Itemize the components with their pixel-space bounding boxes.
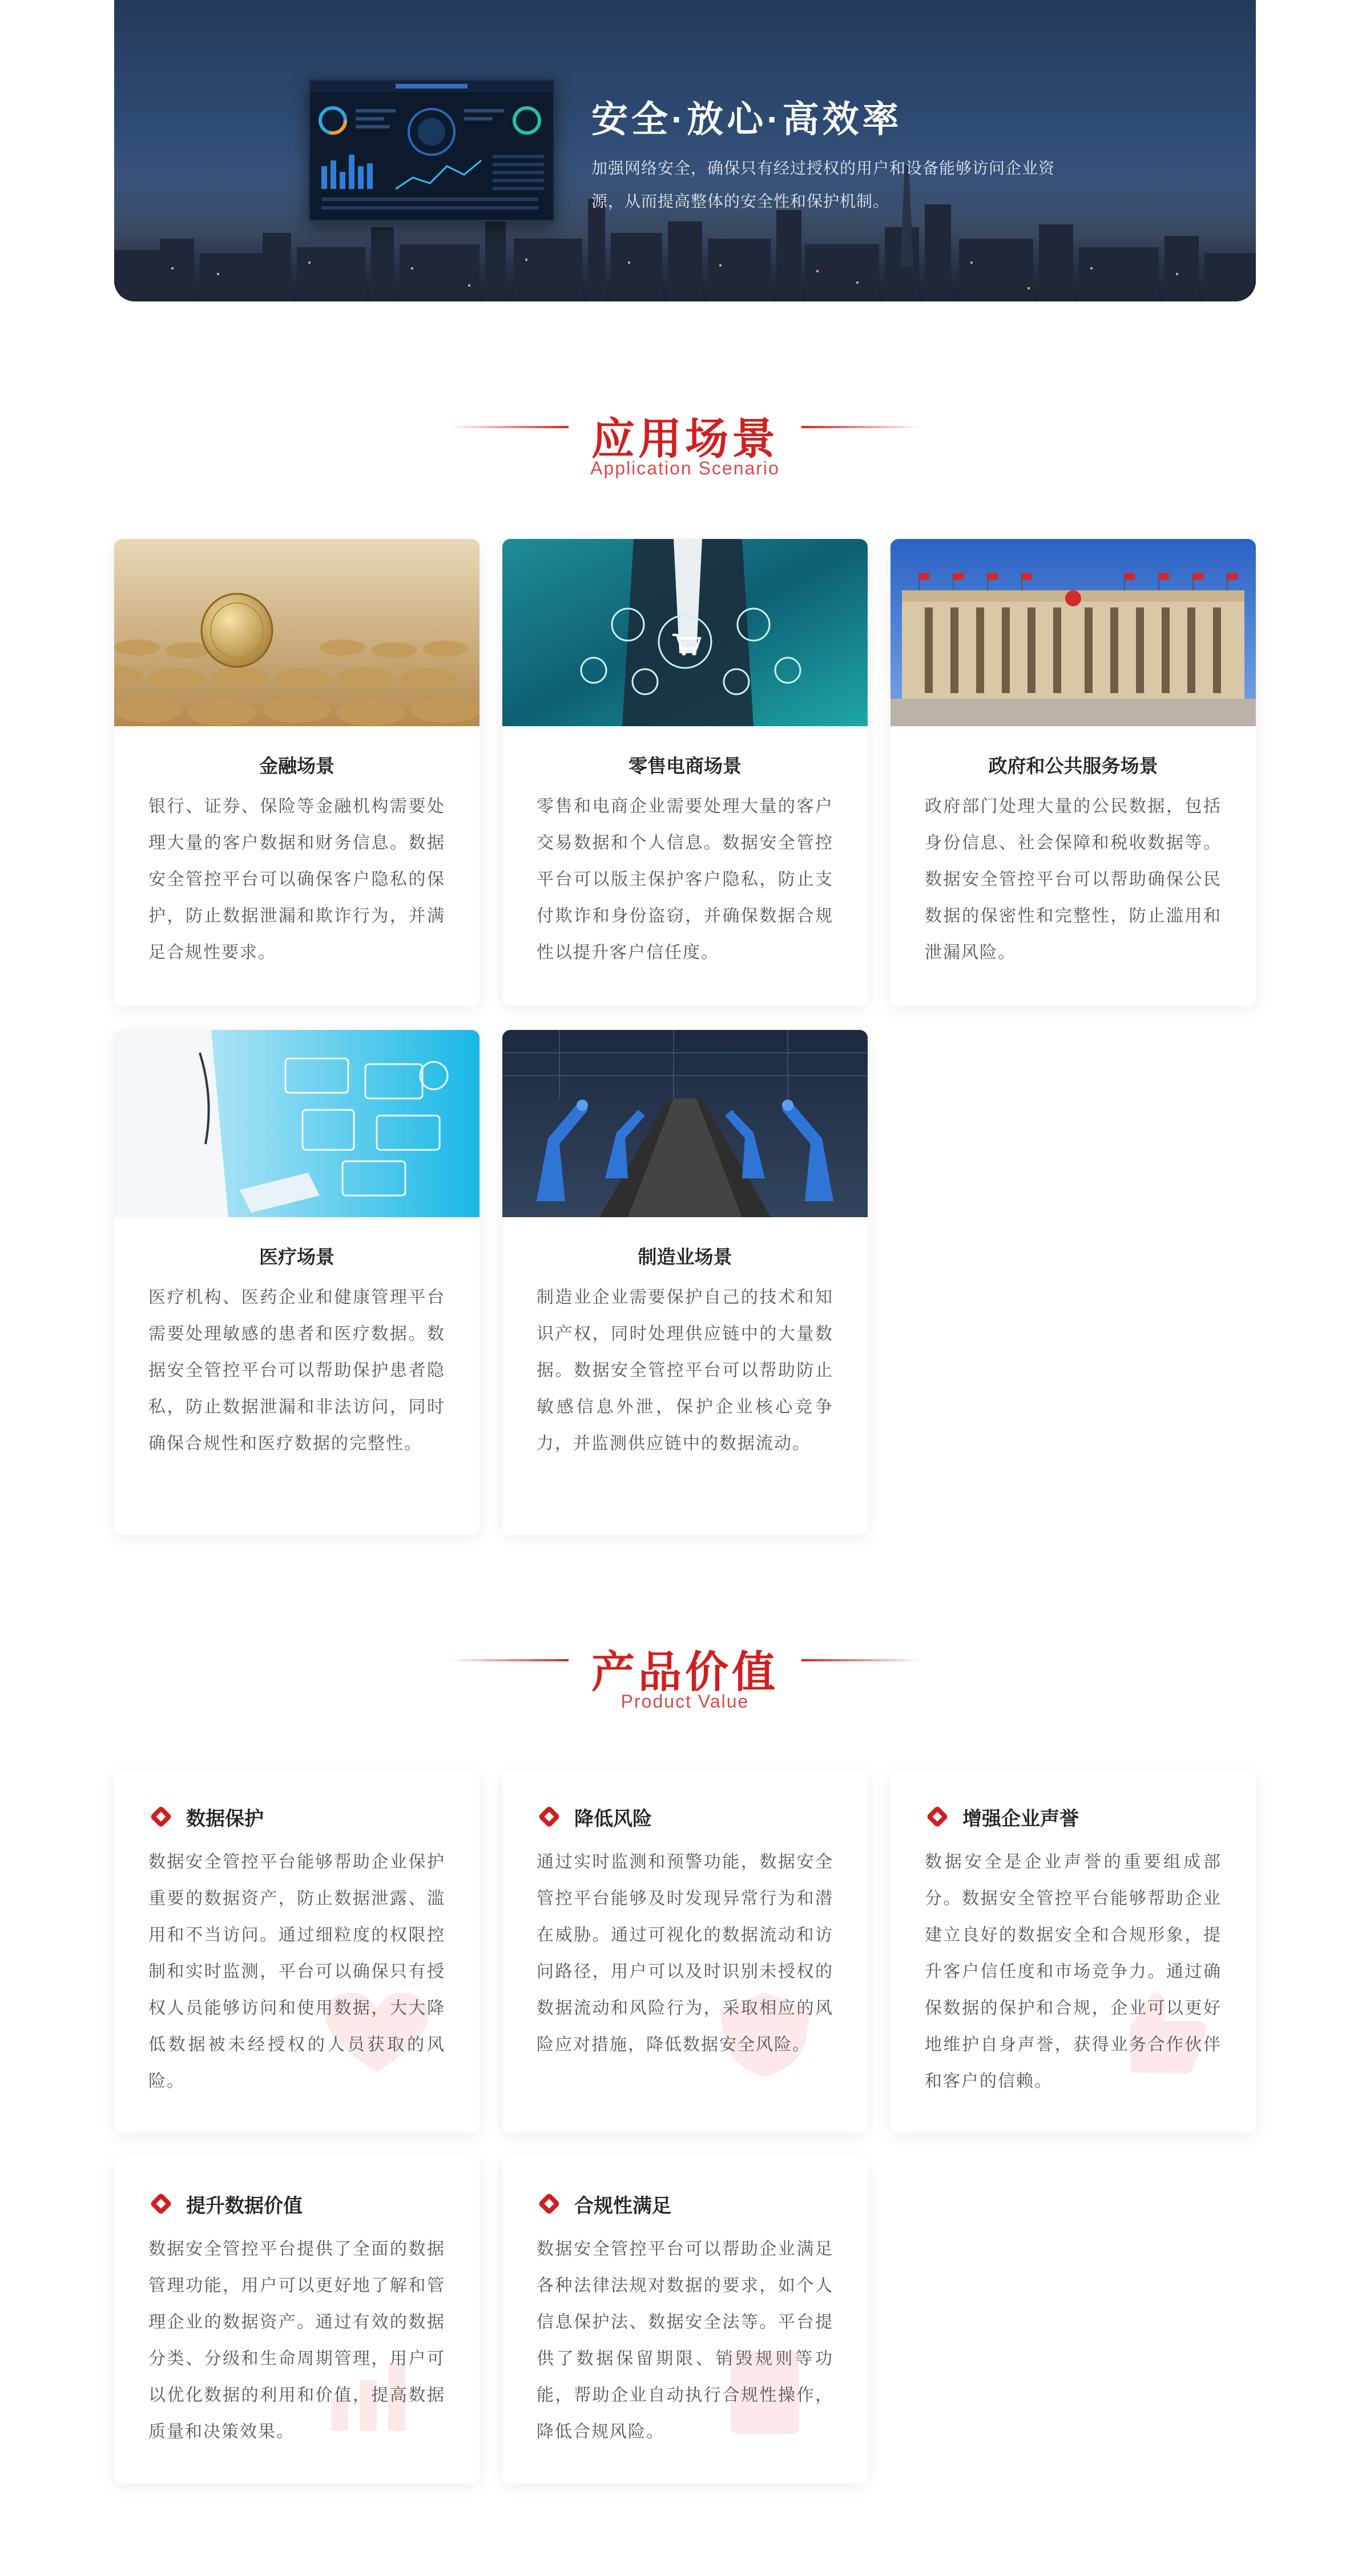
value-card-text: 数据安全管控平台能够帮助企业保护重要的数据资产，防止数据泄露、滥用和不当访问。通过细粒度的权限控制和实时监测，平台可以确保只有授权人员能够访问和使用数据，大大降低数据被未经授权的人员获取的风险。 bbox=[148, 1853, 445, 2091]
value-card-text: 通过实时监测和预警功能，数据安全管控平台能够及时发现异常行为和潜在威胁。通过可视化的数据流动和访问路径，用户可以及时识别未授权的数据流动和风险行为，采取相应的风险应对措施，降低数据安全风险。 bbox=[537, 1853, 833, 2054]
scenario-card-text: 银行、证券、保险等金融机构需要处理大量的客户数据和财务信息。数据安全管控平台可以确保客户隐私的保护，防止数据泄漏和欺诈行为，并满足合规性要求。 bbox=[148, 797, 445, 962]
value-card-text: 数据安全是企业声誉的重要组成部分。数据安全管控平台能够帮助企业建立良好的数据安全和合规形象，提升客户信任度和市场竞争力。通过确保数据的保护和合规，企业可以更好地维护自身声誉，获得业务合作伙伴和客户的信赖。 bbox=[925, 1853, 1222, 2091]
value-section-heading bbox=[0, 1626, 1370, 1717]
scenario-card-title: 金融场景 bbox=[259, 755, 335, 776]
value-section-title: 产品价值 bbox=[591, 1648, 779, 1697]
scenario-section-subtitle: Application Scenario bbox=[590, 458, 780, 478]
scenario-card-text: 制造业企业需要保护自己的技术和知识产权，同时处理供应链中的大量数据。数据安全管控平台可以帮助防止敏感信息外泄，保护企业核心竞争力，并监测供应链中的数据流动。 bbox=[537, 1288, 833, 1453]
diamond-icon bbox=[925, 1804, 950, 1829]
diamond-icon bbox=[537, 1804, 562, 1829]
hero-description: 加强网络安全，确保只有经过授权的用户和设备能够访问企业资源，从而提高整体的安全性和保护机制。 bbox=[591, 159, 1055, 210]
scenario-card-title: 政府和公共服务场景 bbox=[988, 755, 1158, 776]
hero-title: 安全·放心·高效率 bbox=[591, 99, 902, 140]
diamond-icon bbox=[148, 1804, 174, 1829]
scenario-card-government[interactable] bbox=[890, 539, 1256, 1006]
value-card-data-protection[interactable] bbox=[114, 1770, 480, 2133]
dashboard-preview-image bbox=[308, 79, 555, 222]
scenario-card-text: 零售和电商企业需要处理大量的客户交易数据和个人信息。数据安全管控平台可以版主保护客户隐私，防止支付欺诈和身份盗窃，并确保数据合规性以提升客户信任度。 bbox=[537, 797, 833, 962]
scenario-card-manufacturing[interactable] bbox=[502, 1030, 868, 1535]
value-card-compliance[interactable] bbox=[502, 2157, 868, 2484]
coins-photo bbox=[114, 539, 480, 726]
value-card-reduce-risk[interactable] bbox=[502, 1770, 868, 2133]
value-card-text: 数据安全管控平台提供了全面的数据管理功能，用户可以更好地了解和管理企业的数据资产。通过有效的数据分类、分级和生命周期管理，用户可以优化数据的利用和价值，提高数据质量和决策效果。 bbox=[148, 2240, 445, 2441]
diamond-icon bbox=[537, 2191, 562, 2216]
government-building-photo bbox=[890, 539, 1256, 726]
value-card-title: 数据保护 bbox=[186, 1808, 264, 1830]
ecommerce-photo bbox=[502, 539, 868, 726]
scenario-section-heading bbox=[0, 393, 1370, 484]
robot-arms-photo bbox=[502, 1030, 868, 1217]
scenario-card-title: 零售电商场景 bbox=[628, 755, 742, 776]
value-card-title: 提升数据价值 bbox=[186, 2195, 303, 2217]
medical-photo bbox=[114, 1030, 480, 1217]
scenario-card-finance[interactable] bbox=[114, 539, 480, 1006]
scenario-card-text: 医疗机构、医药企业和健康管理平台需要处理敏感的患者和医疗数据。数据安全管控平台可以帮助保护患者隐私，防止数据泄漏和非法访问，同时确保合规性和医疗数据的完整性。 bbox=[148, 1288, 445, 1453]
scenario-card-title: 医疗场景 bbox=[259, 1246, 335, 1267]
value-card-title: 降低风险 bbox=[574, 1808, 652, 1830]
scenario-card-title: 制造业场景 bbox=[638, 1246, 732, 1267]
value-card-text: 数据安全管控平台可以帮助企业满足各种法律法规对数据的要求，如个人信息保护法、数据安全法等。平台提供了数据保留期限、销毁规则等功能，帮助企业自动执行合规性操作，降低合规风险。 bbox=[537, 2240, 833, 2441]
scenario-card-retail[interactable] bbox=[502, 539, 868, 1006]
value-card-title: 合规性满足 bbox=[574, 2195, 671, 2217]
value-card-data-value[interactable] bbox=[114, 2157, 480, 2484]
scenario-card-medical[interactable] bbox=[114, 1030, 480, 1535]
hero-banner bbox=[114, 0, 1256, 301]
scenario-card-text: 政府部门处理大量的公民数据，包括身份信息、社会保障和税收数据等。数据安全管控平台可以帮助确保公民数据的保密性和完整性，防止滥用和泄漏风险。 bbox=[925, 797, 1222, 962]
value-card-reputation[interactable] bbox=[890, 1770, 1256, 2133]
diamond-icon bbox=[148, 2191, 174, 2216]
scenario-section-title: 应用场景 bbox=[591, 415, 779, 464]
value-card-title: 增强企业声誉 bbox=[962, 1808, 1079, 1830]
value-section-subtitle: Product Value bbox=[620, 1691, 750, 1712]
